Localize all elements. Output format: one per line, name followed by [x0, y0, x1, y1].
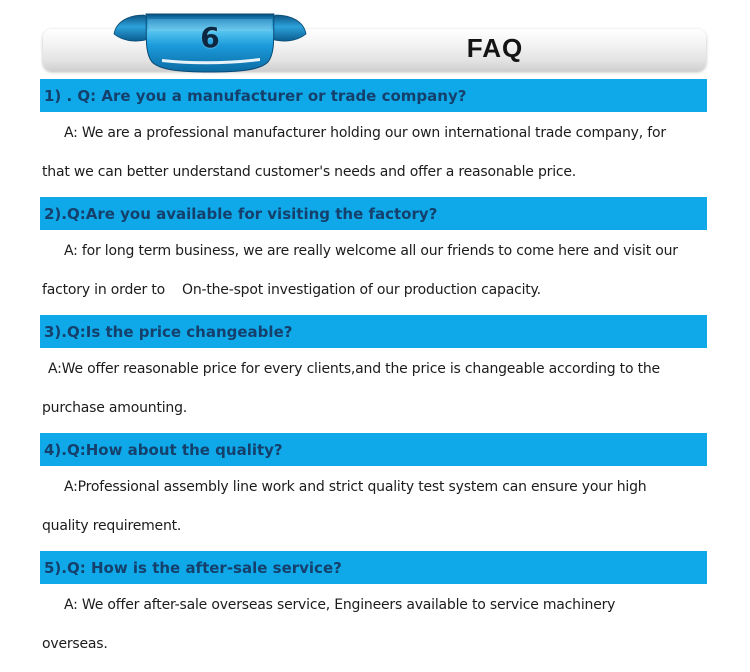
question-bar: 5).Q: How is the after-sale service? — [40, 551, 707, 584]
badge-number: 6 — [200, 21, 220, 54]
answer-line: overseas. — [42, 636, 108, 652]
answer-line: A: for long term business, we are really welcome all our friends to come here and visit our — [64, 243, 678, 259]
answer-line: purchase amounting. — [42, 400, 188, 416]
faq-item — [0, 433, 750, 551]
answer-line: factory in order to On-the-spot investigation of our production capacity. — [42, 282, 541, 298]
answer-line: quality requirement. — [42, 518, 182, 534]
answer-line: that we can better understand customer's needs and offer a reasonable price. — [42, 164, 577, 180]
answer-line: A:We offer reasonable price for every clients,and the price is changeable according to the — [48, 361, 660, 377]
answer-line: A:Professional assembly line work and strict quality test system can ensure your high — [64, 479, 647, 495]
question-bar: 1) . Q: Are you a manufacturer or trade company? — [40, 79, 707, 112]
faq-item — [0, 315, 750, 433]
question-bar: 2).Q:Are you available for visiting the factory? — [40, 197, 707, 230]
faq-item — [0, 79, 750, 197]
section-number-ribbon — [110, 12, 310, 75]
question-bar: 3).Q:Is the price changeable? — [40, 315, 707, 348]
faq-item — [0, 197, 750, 315]
page-title: FAQ — [466, 33, 524, 63]
faq-item — [0, 551, 750, 669]
answer-line: A: We offer after-sale overseas service, Engineers available to service machinery — [64, 597, 616, 613]
question-bar: 4).Q:How about the quality? — [40, 433, 707, 466]
answer-line: A: We are a professional manufacturer holding our own international trade company, for — [64, 125, 666, 141]
